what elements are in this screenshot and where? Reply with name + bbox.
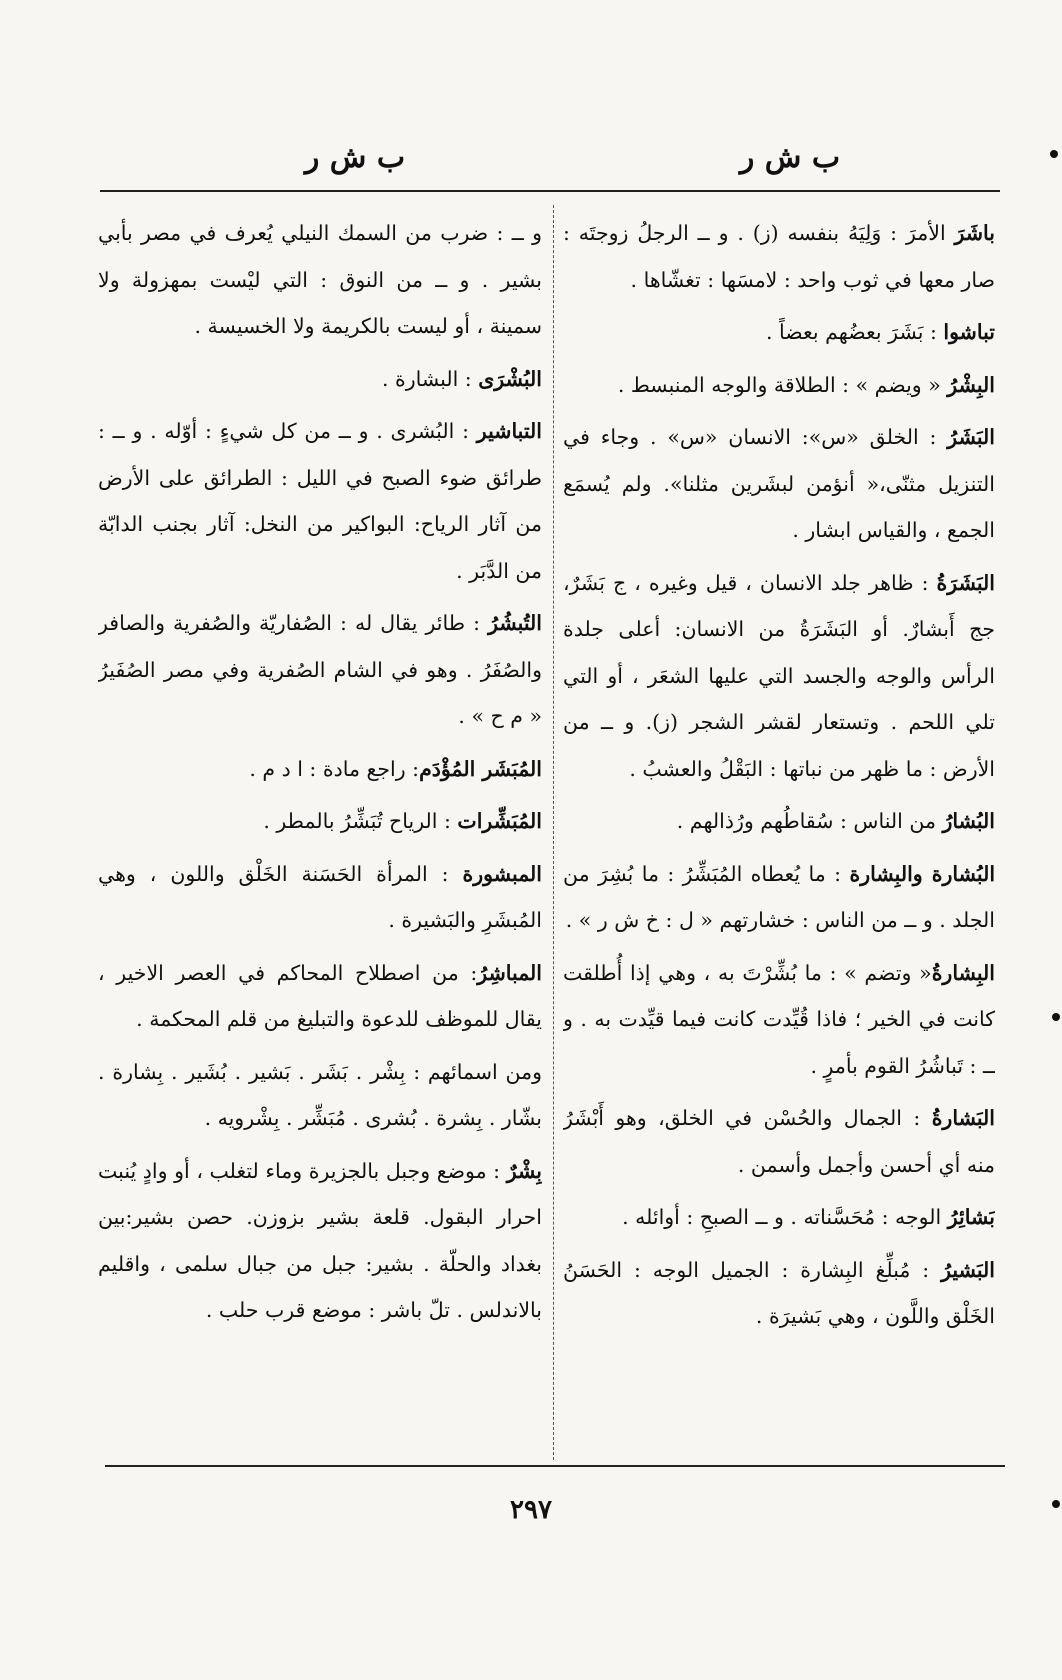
entry-definition: : البشارة . xyxy=(381,366,479,391)
entry-headword: المبشورة xyxy=(462,861,542,886)
dictionary-entry xyxy=(563,798,995,845)
entry-headword: المُبَشِّرات xyxy=(457,809,542,833)
dictionary-entry xyxy=(98,408,542,594)
entry-definition: : راجع مادة : ا د م . xyxy=(249,756,420,781)
page-number: ٢٩٧ xyxy=(510,1495,552,1525)
dictionary-entry xyxy=(563,210,995,303)
entry-headword: باشَرَ xyxy=(954,221,995,245)
dictionary-entry xyxy=(98,356,542,403)
entry-definition: من الناس : سُقاطُهم ورُذالهم . xyxy=(676,809,943,833)
running-head-right: ب ش ر xyxy=(739,140,841,175)
entry-headword: البَشيرُ xyxy=(941,1257,995,1282)
footer-rule xyxy=(105,1465,1005,1467)
entry-headword: البِشْرُ xyxy=(947,372,995,397)
entry-definition: ومن اسمائهم : بِشْر . بَشَر . بَشير . بُشَير . بِشارة . بشّار . بِشرة . بُشرى . مُبَشِّر . بِشْرويه . xyxy=(98,1059,542,1130)
entry-headword: البَشَرُ xyxy=(947,425,995,449)
dictionary-entry xyxy=(563,414,995,554)
entry-definition: و ــ : ضرب من السمك النيلي يُعرف في مصر بأبي بشير . و ــ من النوق : التي ليْست بمهزولة ولا سمينة ، أو ليست بالكريمة ولا الخسيسة . xyxy=(98,221,542,338)
entry-definition: : الخلق «س»: الانسان «س» . وجاء في التنزيل مثنّى،« أنؤمن لبشَرين مثلنا». ولم يُسمَع الجمع ، والقياس ابشار . xyxy=(563,425,995,542)
dictionary-entry xyxy=(563,1194,995,1241)
entry-definition: : من اصطلاح المحاكم في العصر الاخير ، يقال للموظف للدعوة والتبليغ من قلم المحكمة . xyxy=(98,960,542,1031)
entry-headword: البِشارةُ xyxy=(931,960,995,985)
dictionary-entry xyxy=(98,746,542,793)
dictionary-entry xyxy=(563,309,995,356)
dictionary-entry xyxy=(563,362,995,409)
entry-headword: بِشْرٌ xyxy=(506,1158,542,1183)
column-divider xyxy=(553,205,554,1460)
entry-definition: : الرياح تُبَشِّرُ بالمطر . xyxy=(263,809,458,833)
dictionary-entry xyxy=(98,851,542,944)
header-rule xyxy=(100,190,1000,192)
dictionary-entry xyxy=(98,1148,542,1334)
entry-definition: : ما يُعطاه المُبَشِّرُ : ما بُشِرَ من الجلد . و ــ من الناس : خشارتهم « ل : خ ش ر » . xyxy=(563,861,995,932)
entry-definition: : ظاهر جلد الانسان ، قيل وغيره ، ج بَشَرٌ، جج أَبشارٌ. أو البَشَرَةُ من الانسان: أعلى جلدة الرأس والوجه والجسد التي عليها الشعَر ، أو التي تلي اللحم . وتستعار لقشر الشجر (ز). و ــ من الأرض : ما ظهر من نباتها : البَقْلُ والعشبُ . xyxy=(563,570,995,781)
entry-headword: البُشْرَى xyxy=(478,366,542,391)
entry-headword: التُبشُرُ xyxy=(488,611,542,635)
entry-headword: بَشائِرُ xyxy=(947,1205,995,1229)
entry-definition: الأمرَ : وَلِيَهُ بنفسه (ز) . و ــ الرجلُ زوجتَه : صار معها في ثوب واحد : لامسَها : تغشّاها . xyxy=(563,221,995,292)
margin-mark xyxy=(1052,1500,1060,1508)
entry-definition: « ويضم » : الطلاقة والوجه المنبسط . xyxy=(617,372,948,397)
entry-headword: البُشارة والبِشارة xyxy=(849,861,995,886)
entry-definition: : المرأة الحَسَنة الخَلْق واللون ، وهي المُبشَرِ والبَشيرة . xyxy=(98,861,542,932)
entry-headword: البُشارُ xyxy=(942,809,995,833)
right-column xyxy=(563,210,995,1460)
margin-mark xyxy=(1050,150,1058,158)
entry-definition: : البُشرى . و ــ من كل شيءٍ : أوّله . و ــ : طرائق ضوء الصبح في الليل : الطرائق على الأرض من آثار الرياح: البواكير من النخل: آثار بجنب الدابّة من الدَّبَر . xyxy=(98,419,542,583)
entry-headword: تباشوا xyxy=(943,320,995,344)
entry-definition: : الجمال والحُسْن في الخلق، وهو أَبْشَرُ منه أي أحسن وأجمل وأسمن . xyxy=(563,1106,995,1177)
entry-definition: : موضع وجبل بالجزيرة وماء لتغلب ، أو وادٍ يُنبت احرار البقول. قلعة بشير بزوزن. حصن بشير:بين بغداد والحلّة . بشير: جبل من جبال سلمى ، واقليم بالاندلس . تلّ باشر : موضع قرب حلب . xyxy=(98,1158,542,1322)
dictionary-entry xyxy=(563,560,995,793)
running-head-left: ب ش ر xyxy=(304,140,406,175)
entry-definition: الوجه : مُحَسَّناته . و ــ الصبحِ : أوائله . xyxy=(622,1205,948,1229)
dictionary-entry xyxy=(98,210,542,350)
margin-mark xyxy=(1052,1013,1060,1021)
dictionary-entry xyxy=(563,950,995,1090)
entry-definition: : بَشَرَ بعضُهم بعضاً . xyxy=(765,320,944,344)
entry-definition: : طائر يقال له : الصُفاريّة والصُفرية والصافر والصُفَرُ . وهو في الشام الصُفرية وفي مصر الصُفَيرُ « م ح » . xyxy=(98,611,542,728)
dictionary-entry xyxy=(563,851,995,944)
entry-headword: المُبَشَر المُؤْدَم xyxy=(419,756,542,781)
entry-headword: البَشَرَةُ xyxy=(936,570,995,595)
dictionary-entry xyxy=(98,600,542,740)
entry-headword: المباشِرُ xyxy=(477,960,542,985)
dictionary-entry xyxy=(98,950,542,1043)
dictionary-entry xyxy=(98,798,542,845)
entry-headword: البَشارةُ xyxy=(931,1106,995,1130)
entry-definition: « وتضم » : ما بُشِّرْتَ به ، وهي إذا أُطلقت كانت في الخير ؛ فاذا قُيِّدت كانت فيما قيِّدت به . و ــ : تَباشُرُ القوم بأمرٍ . xyxy=(563,960,995,1078)
dictionary-entry xyxy=(563,1247,995,1340)
left-column xyxy=(98,210,542,1460)
dictionary-entry xyxy=(563,1095,995,1188)
entry-definition: : مُبلِّغ البِشارة : الجميل الوجه : الحَسَنُ الخَلْق واللَّون ، وهي بَشيرَة . xyxy=(563,1257,995,1328)
entry-headword: التباشير xyxy=(476,419,542,443)
dictionary-entry xyxy=(98,1049,542,1142)
